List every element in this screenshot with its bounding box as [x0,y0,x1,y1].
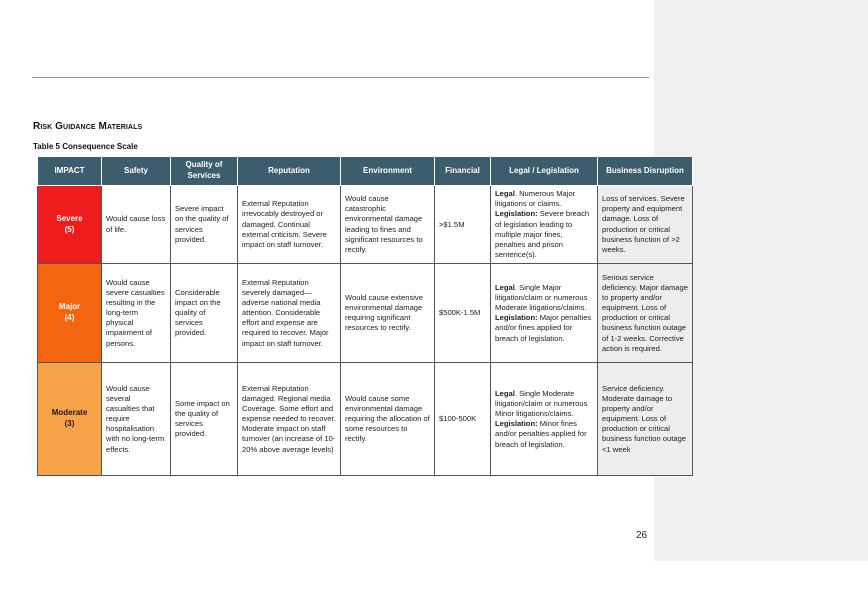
header-disruption: Business Disruption [598,157,693,186]
reputation-cell: External Reputation damaged. Regional media Coverage. Some effort and expense needed to recover. Moderate impact on staff turnover (an increase of 10-20% above average levels) [238,363,341,476]
header-rule [32,77,649,78]
page-number: 26 [636,530,648,541]
safety-cell: Would cause severe casualties resulting in the long-term physical impairment of persons. [102,264,171,363]
header-reputation: Reputation [238,157,341,186]
reputation-cell: External Reputation severely damaged—adverse national media attention. Considerable effort and expense are required to recover. Major impact on staff turnover. [238,264,341,363]
legislation-keyword: Legislation: [495,313,538,323]
legal-text: . Numerous Major litigations or claims. [495,189,576,209]
legal-keyword: Legal [495,388,515,398]
table-row-major [38,264,693,363]
table-header-row [38,157,693,186]
section-heading: Risk Guidance Materials [33,121,143,132]
legal-cell [491,186,598,264]
disruption-cell: Service deficiency. Moderate damage to property and/or equipment. Loss of production or critical business function outage <1 week [598,363,693,476]
table-row-severe [38,186,693,264]
impact-label: Moderate [51,408,88,418]
legal-keyword: Legal [495,189,515,198]
header-impact: IMPACT [38,157,102,186]
legal-keyword: Legal [495,282,515,292]
legal-text: . Single Moderate litigation/claim or numerous Minor litigations/claims. [495,388,588,419]
environment-cell: Would cause some environmental damage requiring the allocation of some resources to rectify. [341,363,435,476]
table-row-moderate [38,363,693,476]
environment-cell: Would cause extensive environmental damage requiring significant resources to rectify. [341,264,435,363]
legislation-keyword: Legislation: [495,209,538,219]
header-legal: Legal / Legislation [491,157,598,186]
legislation-text: Major penalties and/or fines applied for breach of legislation. [495,313,592,343]
environment-cell: Would cause catastrophic environmental damage leading to fines and significant resources to rectify. [341,186,435,264]
impact-level: (4) [64,313,75,323]
legal-cell [491,363,598,476]
legal-text: . Single Major litigation/claim or numerous Moderate litigations/claims. [495,282,588,313]
safety-cell: Would cause loss of life. [102,186,171,264]
header-environment: Environment [341,157,435,186]
legislation-keyword: Legislation: [495,419,538,429]
financial-cell: $100-500K [435,363,491,476]
reputation-cell: External Reputation irrevocably destroyed or damaged. Continual external criticism. Severe impact on staff turnover. [238,186,341,264]
disruption-cell: Loss of services. Severe property and equipment damage. Loss of production or critical business function of >2 weeks. [598,186,693,264]
header-safety: Safety [102,157,171,186]
quality-cell: Some impact on the quality of services provided. [171,363,238,476]
consequence-scale-table [37,157,693,476]
impact-label: Severe [56,213,83,223]
impact-level: (3) [64,419,75,429]
header-quality: Quality of Services [171,157,238,186]
impact-level: (5) [64,224,75,234]
legal-cell [491,264,598,363]
disruption-cell: Serious service deficiency. Major damage to property and/or equipment. Loss of production or critical business function outage of 1-2 weeks. Corrective action is required. [598,264,693,363]
impact-label: Major [58,302,81,312]
financial-cell: $500K-1.5M [435,264,491,363]
impact-cell-severe [38,186,102,264]
quality-cell: Considerable impact on the quality of services provided. [171,264,238,363]
legislation-text: Minor fines and/or penalties applied for breach of legislation. [495,419,587,449]
financial-cell: >$1.5M [435,186,491,264]
legislation-text: Severe breach of legislation leading to multiple major fines, penalties and prison sentence(s). [495,209,590,260]
impact-cell-moderate [38,363,102,476]
header-financial: Financial [435,157,491,186]
table-caption: Table 5 Consequence Scale [33,142,138,151]
impact-cell-major [38,264,102,363]
safety-cell: Would cause several casualties that require hospitalisation with no long-term effects. [102,363,171,476]
quality-cell: Severe impact on the quality of services provided. [171,186,238,264]
